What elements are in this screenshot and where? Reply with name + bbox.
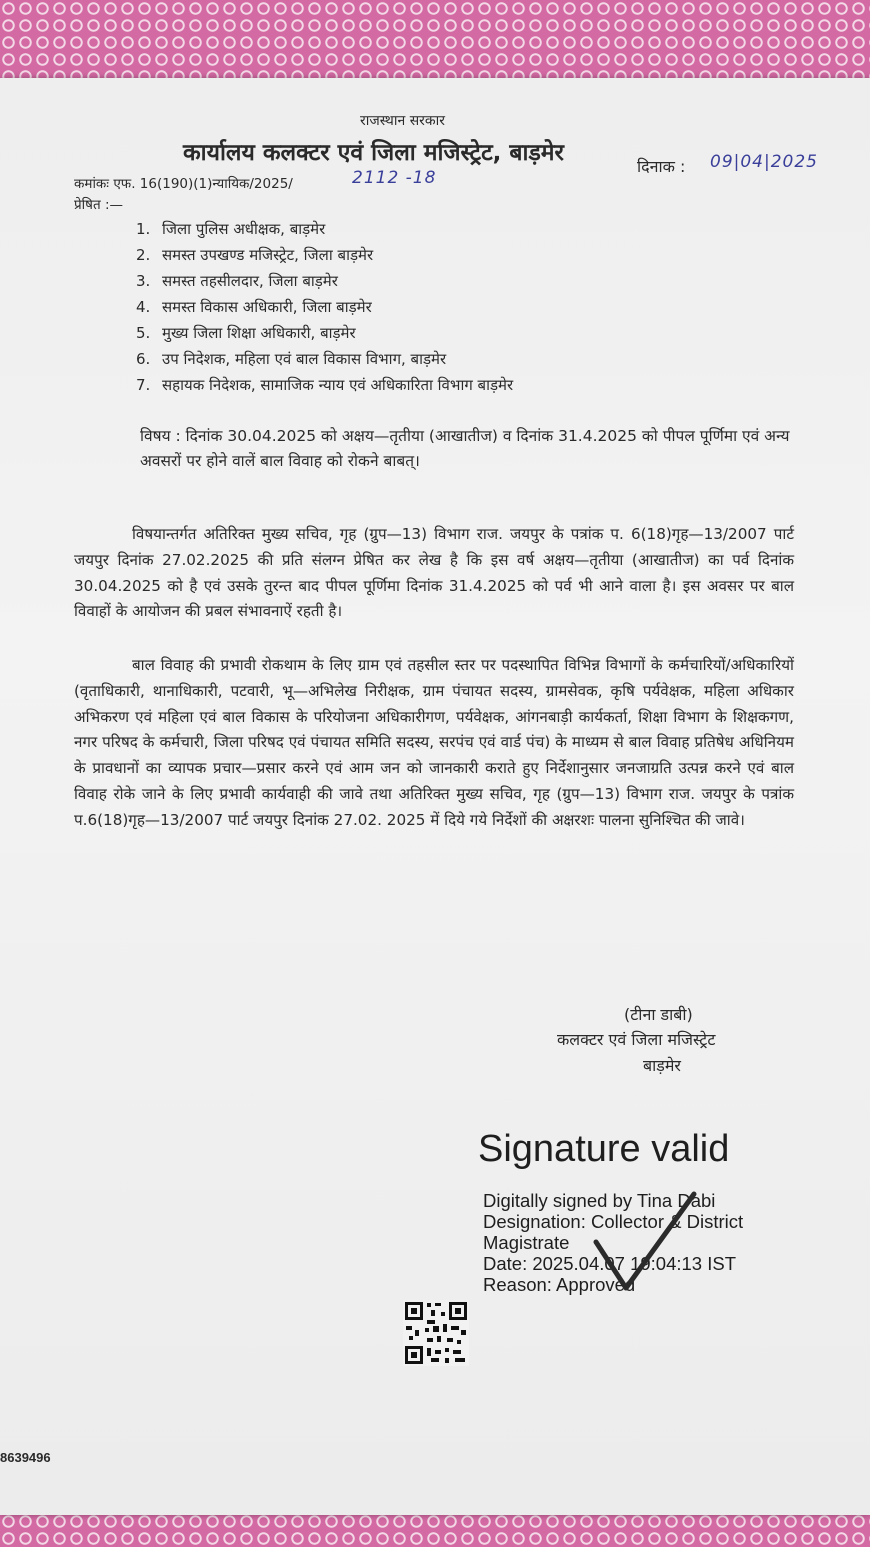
signature-reason-line: Reason: Approved [483,1274,636,1295]
date-label: दिनाक : [637,157,686,176]
recipient-item: 1. जिला पुलिस अधीक्षक, बाड़मेर [136,220,326,238]
designation-line-2: Magistrate [483,1232,570,1253]
document-code: 8639496 [0,1450,51,1465]
signatory-place: बाड़मेर [643,1056,681,1075]
qr-code-icon [403,1300,469,1366]
signed-by-line: Digitally signed by Tina Dabi [483,1190,716,1211]
handwritten-reference-number: 2112 -18 [352,168,437,188]
recipient-item: 7. सहायक निदेशक, सामाजिक न्याय एवं अधिकारिता विभाग बाड़मेर [136,376,514,394]
signatory-name: (टीना डाबी) [624,1005,693,1024]
signatory-designation: कलक्टर एवं जिला मजिस्ट्रेट [557,1030,716,1049]
recipient-item: 6. उप निदेशक, महिला एवं बाल विकास विभाग, बाड़मेर [136,350,447,368]
government-heading: राजस्थान सरकार [360,113,445,129]
sent-to-label: प्रेषित :— [74,197,124,213]
signature-valid-title: Signature valid [478,1128,730,1170]
office-title: कार्यालय कलक्टर एवं जिला मजिस्ट्रेट, बाड़मेर [183,140,564,166]
recipient-item: 5. मुख्य जिला शिक्षा अधिकारी, बाड़मेर [136,324,356,342]
checkmark-icon [590,1190,700,1300]
subject-line: विषय : दिनांक 30.04.2025 को अक्षय—तृतीया (आखातीज) व दिनांक 31.4.2025 को पीपल पूर्णिमा एवं अन्य अवसरों पर होने वालें बाल विवाह को रोकने बाबत्। [140,427,790,470]
recipient-item: 3. समस्त तहसीलदार, जिला बाड़मेर [136,272,338,290]
handwritten-date: 09|04|2025 [710,152,818,172]
recipient-item: 2. समस्त उपखण्ड मजिस्ट्रेट, जिला बाड़मेर [136,246,374,264]
body-paragraph-1: विषयान्तर्गत अतिरिक्त मुख्य सचिव, गृह (ग्रुप—13) विभाग राज. जयपुर के पत्रांक प. 6(18)गृह—13/2007 पार्ट जयपुर दिनांक 27.02.2025 की प्रति संलग्न प्रेषित कर लेख है कि इस वर्ष अक्षय—तृतीया (आखातीज) का पर्व दिनांक 30.04.2025 को है एवं उसके तुरन्त बाद पीपल पूर्णिमा दिनांक 31.4.2025 को पर्व भी आने वाला है। इस अवसर पर बाल विवाहों के आयोजन की प्रबल संभावनाऐं रहती है। [74,525,794,621]
body-paragraph-2: बाल विवाह की प्रभावी रोकथाम के लिए ग्राम एवं तहसील स्तर पर पदस्थापित विभिन्न विभागों के कर्मचारियों/अधिकारियों (वृताधिकारी, थानाधिकारी, पटवारी, भू—अभिलेख निरीक्षक, ग्राम पंचायत सदस्य, ग्रामसेवक, कृषि पर्यवेक्षक, महिला अधिकार अभिकरण एवं महिला एवं बाल विकास के परियोजना अधिकारीगण, पर्यवेक्षक, आंगनबाड़ी कार्यकर्ता, शिक्षा विभाग के शिक्षकगण, नगर परिषद के कर्मचारी, जिला परिषद एवं पंचायत समिति सदस्य, सरपंच एवं वार्ड पंच) के माध्यम से बाल विवाह प्रतिषेध अधिनियम के प्रावधानों का व्यापक प्रचार—प्रसार करने एवं आम जन को जानकारी कराते हुए निर्देशानुसार जनजाग्रति उत्पन्न करने एवं बाल विवाह रोके जाने के लिए प्रभावी कार्यवाही की जावे तथा अतिरिक्त मुख्य सचिव, गृह (ग्रुप—13) विभाग राज. जयपुर के पत्रांक प.6(18)गृह—13/2007 पार्ट जयपुर दिनांक 27.02. 2025 में दिये गये निर्देशों की अक्षरशः पालना सुनिश्चित की जावे। [74,656,794,829]
recipient-item: 4. समस्त विकास अधिकारी, जिला बाड़मेर [136,298,372,316]
reference-number-label: कमांकः एफ. 16(190)(1)न्यायिक/2025/ [74,176,293,192]
designation-line: Designation: Collector & District [483,1211,744,1232]
signature-date-line: Date: 2025.04.07 19:04:13 IST [483,1253,737,1274]
